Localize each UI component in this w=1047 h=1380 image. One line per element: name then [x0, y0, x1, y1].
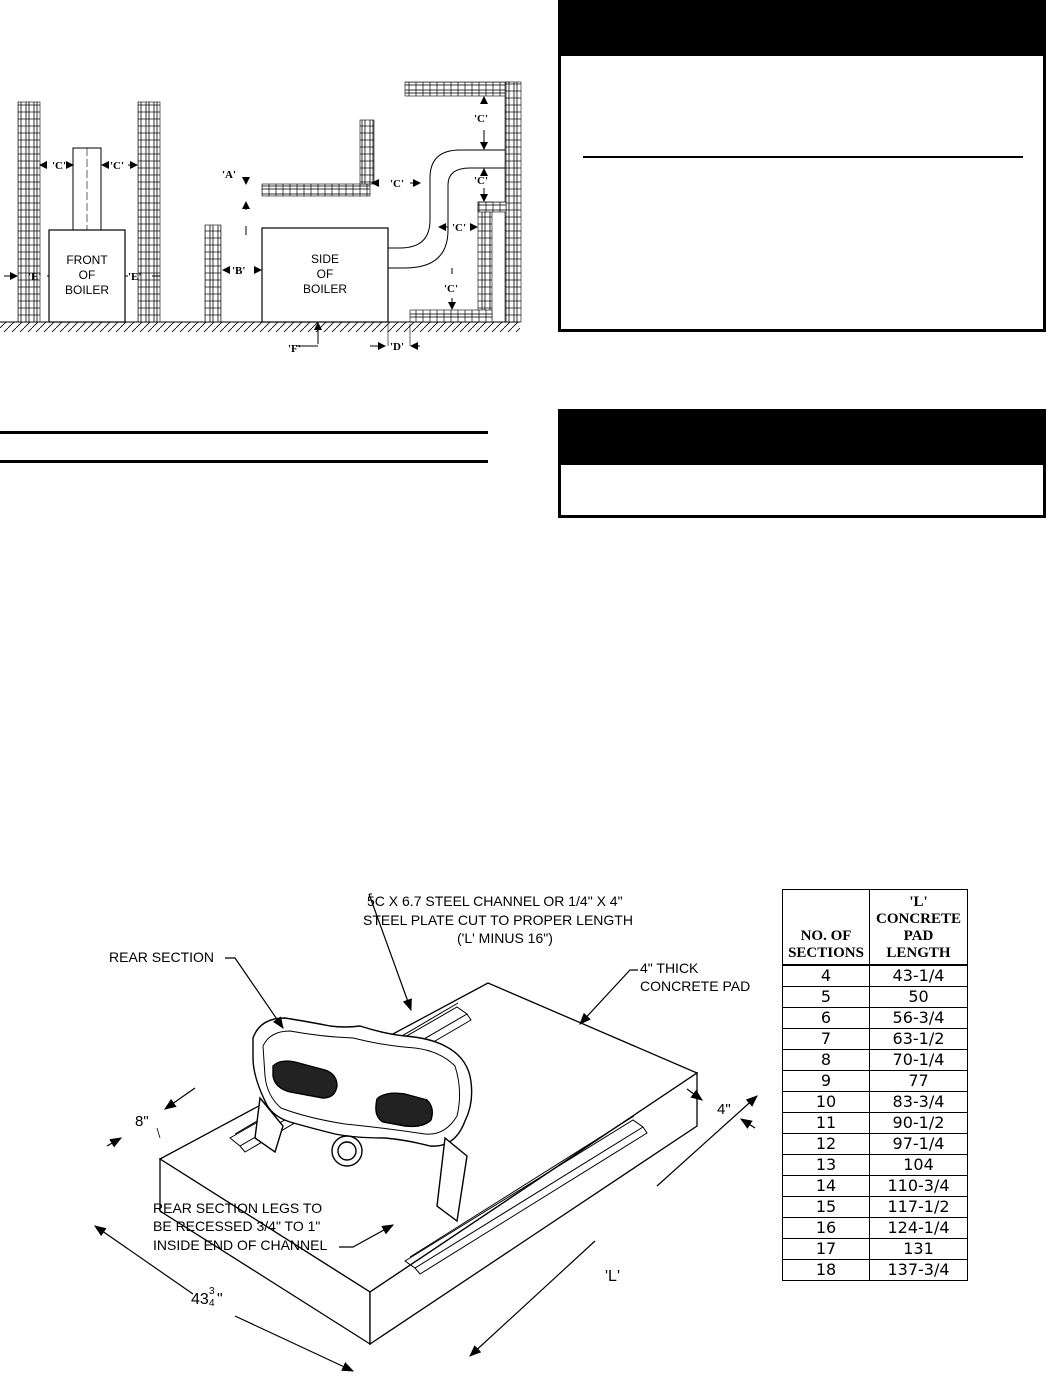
- channel-note-2: STEEL PLATE CUT TO PROPER LENGTH: [363, 912, 633, 928]
- length-cell: 97-1/4: [870, 1134, 968, 1155]
- dim-d: 'D': [390, 341, 405, 353]
- legs-note-1: REAR SECTION LEGS TO: [153, 1200, 323, 1216]
- length-cell: 63-1/2: [870, 1029, 968, 1050]
- warning-box-1: [558, 0, 1046, 332]
- sections-cell: 7: [783, 1029, 870, 1050]
- dim-c-front-left: 'C': [52, 160, 67, 172]
- table-row: [783, 1050, 968, 1071]
- header-length: [870, 890, 968, 966]
- side-label-1: SIDE: [310, 252, 340, 266]
- dim-width-whole: 43: [191, 1291, 209, 1308]
- dim-c-right-mid: 'C': [474, 175, 489, 187]
- length-cell: 70-1/4: [870, 1050, 968, 1071]
- dim-b: 'B': [232, 265, 246, 277]
- table-row: [783, 987, 968, 1008]
- dim-a: 'A': [222, 169, 237, 181]
- front-label-2: OF: [78, 268, 96, 282]
- pad-note-1: 4" THICK: [640, 960, 699, 976]
- length-cell: 110-3/4: [870, 1176, 968, 1197]
- header-length-line-2: CONCRETE: [875, 911, 961, 927]
- sections-cell: 10: [783, 1092, 870, 1113]
- dim-c-right-horiz: 'C': [452, 222, 467, 234]
- dim-c-front-right: 'C': [110, 160, 125, 172]
- table-row: [783, 1029, 968, 1050]
- dim-width-num: 3: [209, 1286, 215, 1297]
- table-row: [783, 1155, 968, 1176]
- header-sections-line-2: SECTIONS: [788, 945, 864, 961]
- warning-box-2: [558, 409, 1046, 518]
- table-row: [783, 965, 968, 987]
- dim-e-left: 'E': [28, 271, 42, 283]
- rear-section-label: REAR SECTION: [109, 949, 215, 965]
- ceiling-wall: [262, 184, 370, 196]
- table-row: [783, 1092, 968, 1113]
- sections-cell: 9: [783, 1071, 870, 1092]
- sections-cell: 16: [783, 1218, 870, 1239]
- dim-L-label: 'L': [605, 1268, 621, 1285]
- side-label-3: BOILER: [302, 282, 348, 296]
- length-cell: 56-3/4: [870, 1008, 968, 1029]
- header-sections: [783, 890, 870, 966]
- length-cell: 77: [870, 1071, 968, 1092]
- dim-8-label: 8": [135, 1113, 149, 1130]
- dim-width-unit: ": [217, 1291, 223, 1308]
- sections-cell: 13: [783, 1155, 870, 1176]
- table-row: [783, 1260, 968, 1281]
- header-length-line-4: LENGTH: [886, 945, 951, 961]
- sections-cell: 4: [783, 965, 870, 987]
- ceiling-wall-upright: [360, 120, 374, 184]
- table-row: [783, 1071, 968, 1092]
- header-length-line-3: PAD: [903, 928, 934, 944]
- length-cell: 117-1/2: [870, 1197, 968, 1218]
- rear-wall: [205, 225, 221, 322]
- length-cell: 43-1/4: [870, 965, 968, 987]
- dim-c-right-top: 'C': [474, 113, 489, 125]
- table-row: [783, 1218, 968, 1239]
- sections-cell: 14: [783, 1176, 870, 1197]
- length-cell: 83-3/4: [870, 1092, 968, 1113]
- dim-f: 'F': [288, 343, 301, 355]
- length-cell: 131: [870, 1239, 968, 1260]
- dim-width-den: 4: [209, 1298, 215, 1309]
- section-rule-top: [0, 431, 488, 434]
- legs-note-3: INSIDE END OF CHANNEL: [153, 1237, 328, 1253]
- side-label-2: OF: [316, 267, 334, 281]
- length-cell: 124-1/4: [870, 1218, 968, 1239]
- dim-c-right-low: 'C': [444, 283, 459, 295]
- dim-c-side-top: 'C': [390, 178, 405, 190]
- dim-e-right: 'E': [128, 271, 142, 283]
- table-row: [783, 1176, 968, 1197]
- front-label-3: BOILER: [64, 283, 110, 297]
- channel-note-1: 5C X 6.7 STEEL CHANNEL OR 1/4" X 4": [367, 893, 623, 909]
- table-row: [783, 1239, 968, 1260]
- header-length-line-1: 'L': [909, 894, 928, 910]
- sections-cell: 12: [783, 1134, 870, 1155]
- sections-cell: 11: [783, 1113, 870, 1134]
- table-row: [783, 1134, 968, 1155]
- warning-box-1-divider: [583, 156, 1023, 158]
- warning-box-1-header: [561, 3, 1043, 56]
- dim-4-label: 4": [717, 1101, 731, 1118]
- clearance-diagram: [0, 80, 535, 380]
- sections-cell: 6: [783, 1008, 870, 1029]
- section-rule-bottom: [0, 460, 488, 463]
- table-row: [783, 1113, 968, 1134]
- length-cell: 104: [870, 1155, 968, 1176]
- sections-cell: 5: [783, 987, 870, 1008]
- front-label-1: FRONT: [66, 253, 108, 267]
- legs-note-2: BE RECESSED 3/4" TO 1": [153, 1218, 321, 1234]
- sections-cell: 18: [783, 1260, 870, 1281]
- right-inner-wall: [478, 202, 492, 320]
- low-wall: [410, 310, 492, 322]
- floor-hatch: [0, 322, 520, 332]
- length-cell: 90-1/2: [870, 1113, 968, 1134]
- sections-cell: 15: [783, 1197, 870, 1218]
- warning-box-2-header: [561, 412, 1043, 465]
- channel-note-3: ('L' MINUS 16"): [457, 930, 553, 946]
- left-wall: [18, 102, 40, 322]
- far-right-wall: [505, 82, 521, 322]
- pad-diagram: [85, 876, 780, 1380]
- header-sections-line-1: NO. OF: [800, 928, 852, 944]
- table-row: [783, 1008, 968, 1029]
- top-right-wall: [405, 82, 510, 96]
- pad-note-2: CONCRETE PAD: [640, 978, 751, 994]
- table-row: [783, 1197, 968, 1218]
- length-cell: 137-3/4: [870, 1260, 968, 1281]
- length-cell: 50: [870, 987, 968, 1008]
- right-wall: [138, 102, 160, 322]
- sections-cell: 17: [783, 1239, 870, 1260]
- pad-length-table: [782, 889, 968, 1281]
- sections-cell: 8: [783, 1050, 870, 1071]
